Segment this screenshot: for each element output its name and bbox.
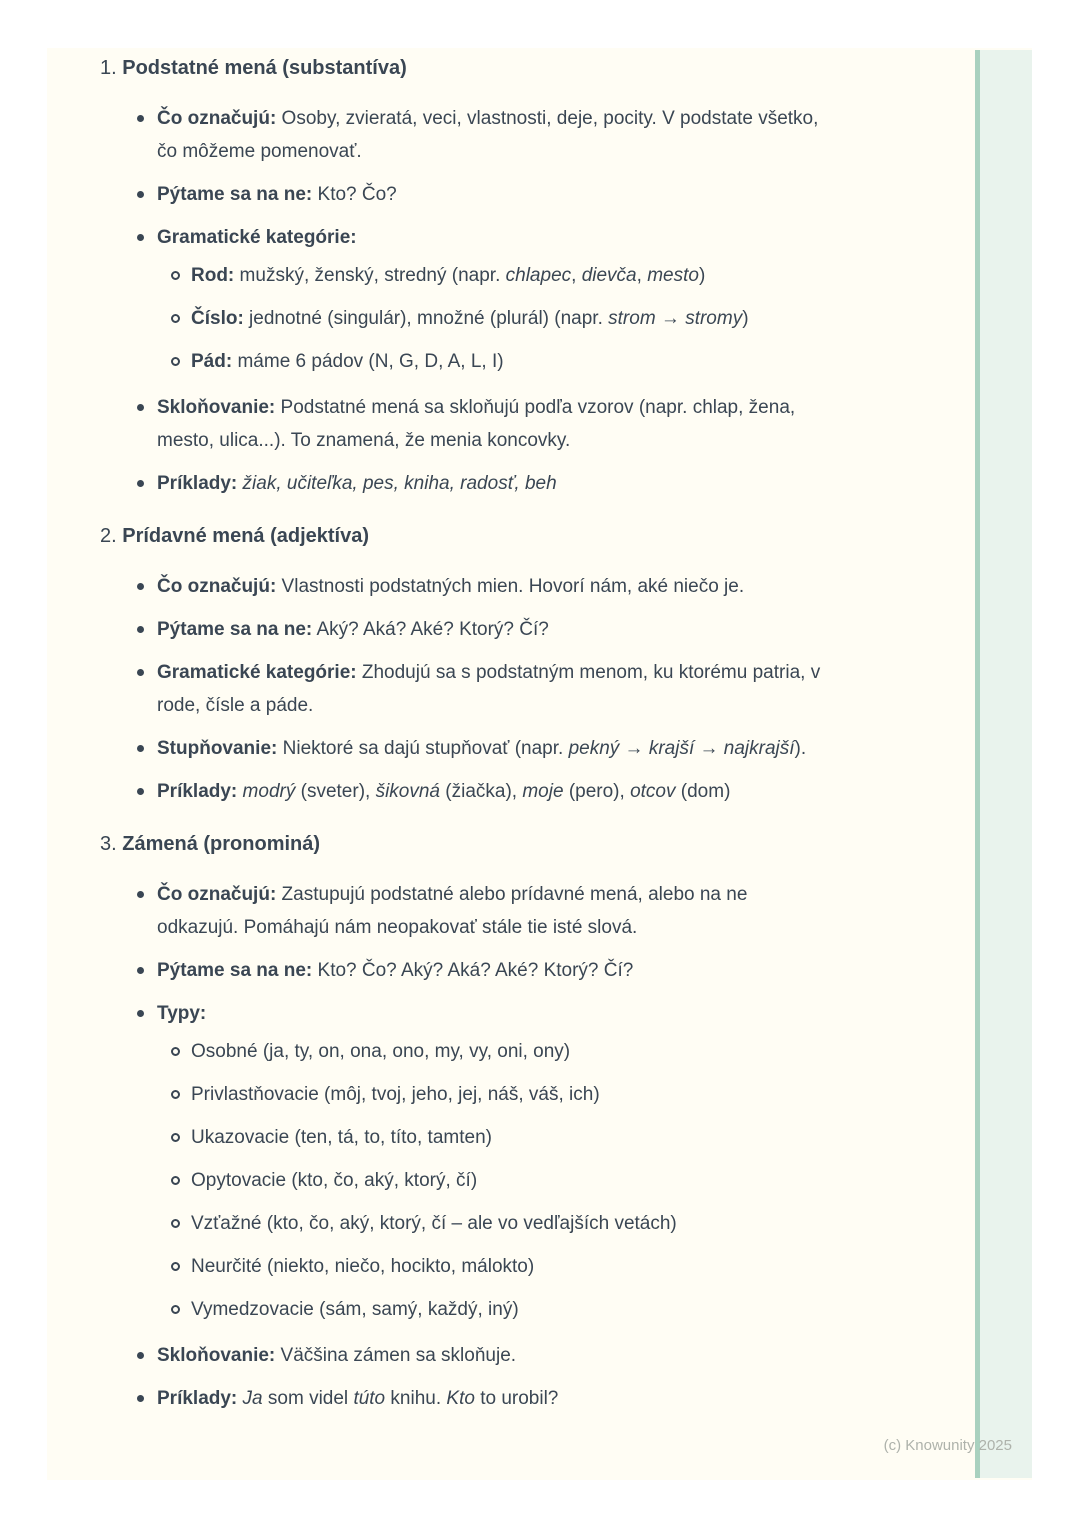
bullet-icon (137, 404, 144, 411)
circle-bullet-icon (171, 271, 180, 280)
bullet-icon (137, 788, 144, 795)
list-item-text: Rod: mužský, ženský, stredný (napr. chlapec, dievča, mesto) (191, 265, 706, 286)
list-item (100, 1207, 825, 1240)
list-item (100, 1035, 825, 1068)
list-item-text: Príklady: žiak, učiteľka, pes, kniha, radosť, beh (157, 473, 557, 494)
circle-bullet-icon (171, 357, 180, 366)
document-section (100, 828, 825, 1415)
circle-bullet-icon (171, 1090, 180, 1099)
list-item-text: Gramatické kategórie: Zhodujú sa s podstatným menom, ku ktorému patria, v rode, čísle a páde. (157, 662, 821, 716)
list-item-text: Skloňovanie: Väčšina zámen sa skloňuje. (157, 1345, 517, 1366)
list-item (100, 656, 825, 722)
list-item (100, 178, 825, 211)
list-item (100, 878, 825, 944)
list-item-text: Ukazovacie (ten, tá, to, títo, tamten) (191, 1127, 492, 1148)
list-item (100, 954, 825, 987)
circle-bullet-icon (171, 1176, 180, 1185)
bullet-icon (137, 1395, 144, 1402)
section-title-text: Zámená (pronominá) (122, 833, 321, 855)
list-item (100, 391, 825, 457)
document-section (100, 52, 825, 500)
list-item-text: Pýtame sa na ne: Aký? Aká? Aké? Ktorý? Čí? (157, 619, 549, 640)
list-item (100, 775, 825, 808)
list-item-text: Opytovacie (kto, čo, aký, ktorý, čí) (191, 1170, 478, 1191)
list-item-text: Príklady: modrý (sveter), šikovná (žiačka), moje (pero), otcov (dom) (157, 781, 731, 802)
list-item-text: Vzťažné (kto, čo, aký, ktorý, čí – ale vo vedľajších vetách) (191, 1213, 677, 1234)
section-number: 1. (100, 57, 123, 79)
list-item (100, 997, 825, 1030)
list-item (100, 1293, 825, 1326)
bullet-icon (137, 191, 144, 198)
section-title-text: Podstatné mená (substantíva) (122, 57, 407, 79)
circle-bullet-icon (171, 1219, 180, 1228)
list-item (100, 302, 825, 335)
list-item (100, 221, 825, 254)
bullet-icon (137, 1352, 144, 1359)
bullet-icon (137, 669, 144, 676)
list-item-text: Stupňovanie: Niektoré sa dajú stupňovať (napr. pekný → krajší → najkrajší). (157, 738, 807, 759)
bullet-icon (137, 745, 144, 752)
list-item (100, 1339, 825, 1372)
section-title-text: Prídavné mená (adjektíva) (122, 525, 370, 547)
bullet-icon (137, 626, 144, 633)
list-item-text: Skloňovanie: Podstatné mená sa skloňujú podľa vzorov (napr. chlap, žena, mesto, ulica...). To znamená, že menia koncovky. (157, 397, 796, 451)
list-item (100, 570, 825, 603)
list-item (100, 1121, 825, 1154)
list-item-text: Číslo: jednotné (singulár), množné (plurál) (napr. strom → stromy) (191, 308, 749, 329)
section-title (100, 52, 825, 85)
circle-bullet-icon (171, 1047, 180, 1056)
list-item-text: Čo označujú: Vlastnosti podstatných mien. Hovorí nám, aké niečo je. (157, 576, 745, 597)
document-content (100, 52, 825, 1425)
list-item (100, 613, 825, 646)
list-item-text: Neurčité (niekto, niečo, hocikto, málokto) (191, 1256, 535, 1277)
list-item-text: Gramatické kategórie: (157, 227, 357, 248)
bullet-icon (137, 967, 144, 974)
list-item-text: Typy: (157, 1003, 207, 1024)
list-item-text: Príklady: Ja som videl túto knihu. Kto to urobil? (157, 1388, 559, 1409)
section-title (100, 828, 825, 861)
bullet-icon (137, 583, 144, 590)
watermark: (c) Knowunity 2025 (883, 1437, 1012, 1454)
bullet-icon (137, 1010, 144, 1017)
bullet-icon (137, 480, 144, 487)
list-item-text: Vymedzovacie (sám, samý, každý, iný) (191, 1299, 519, 1320)
circle-bullet-icon (171, 1305, 180, 1314)
section-number: 3. (100, 833, 123, 855)
list-item (100, 345, 825, 378)
list-item (100, 1164, 825, 1197)
list-item (100, 1078, 825, 1111)
circle-bullet-icon (171, 314, 180, 323)
list-item (100, 467, 825, 500)
list-item-text: Privlastňovacie (môj, tvoj, jeho, jej, náš, váš, ich) (191, 1084, 600, 1105)
list-item-text: Čo označujú: Osoby, zvieratá, veci, vlastnosti, deje, pocity. V podstate všetko, čo môžeme pomenovať. (157, 108, 819, 162)
list-item (100, 259, 825, 292)
list-item-text: Pýtame sa na ne: Kto? Čo? Aký? Aká? Aké? Ktorý? Čí? (157, 960, 634, 981)
bullet-icon (137, 891, 144, 898)
accent-bar (975, 50, 1032, 1478)
list-item (100, 1382, 825, 1415)
list-item (100, 732, 825, 765)
circle-bullet-icon (171, 1133, 180, 1142)
list-item (100, 102, 825, 168)
bullet-icon (137, 234, 144, 241)
document-card (47, 48, 1032, 1480)
section-number: 2. (100, 525, 123, 547)
list-item-text: Osobné (ja, ty, on, ona, ono, my, vy, oni, ony) (191, 1041, 571, 1062)
bullet-icon (137, 115, 144, 122)
list-item-text: Pýtame sa na ne: Kto? Čo? (157, 184, 397, 205)
list-item-text: Pád: máme 6 pádov (N, G, D, A, L, I) (191, 351, 504, 372)
circle-bullet-icon (171, 1262, 180, 1271)
section-title (100, 520, 825, 553)
document-section (100, 520, 825, 808)
list-item-text: Čo označujú: Zastupujú podstatné alebo prídavné mená, alebo na ne odkazujú. Pomáhajú nám neopakovať stále tie isté slová. (157, 884, 748, 938)
list-item (100, 1250, 825, 1283)
